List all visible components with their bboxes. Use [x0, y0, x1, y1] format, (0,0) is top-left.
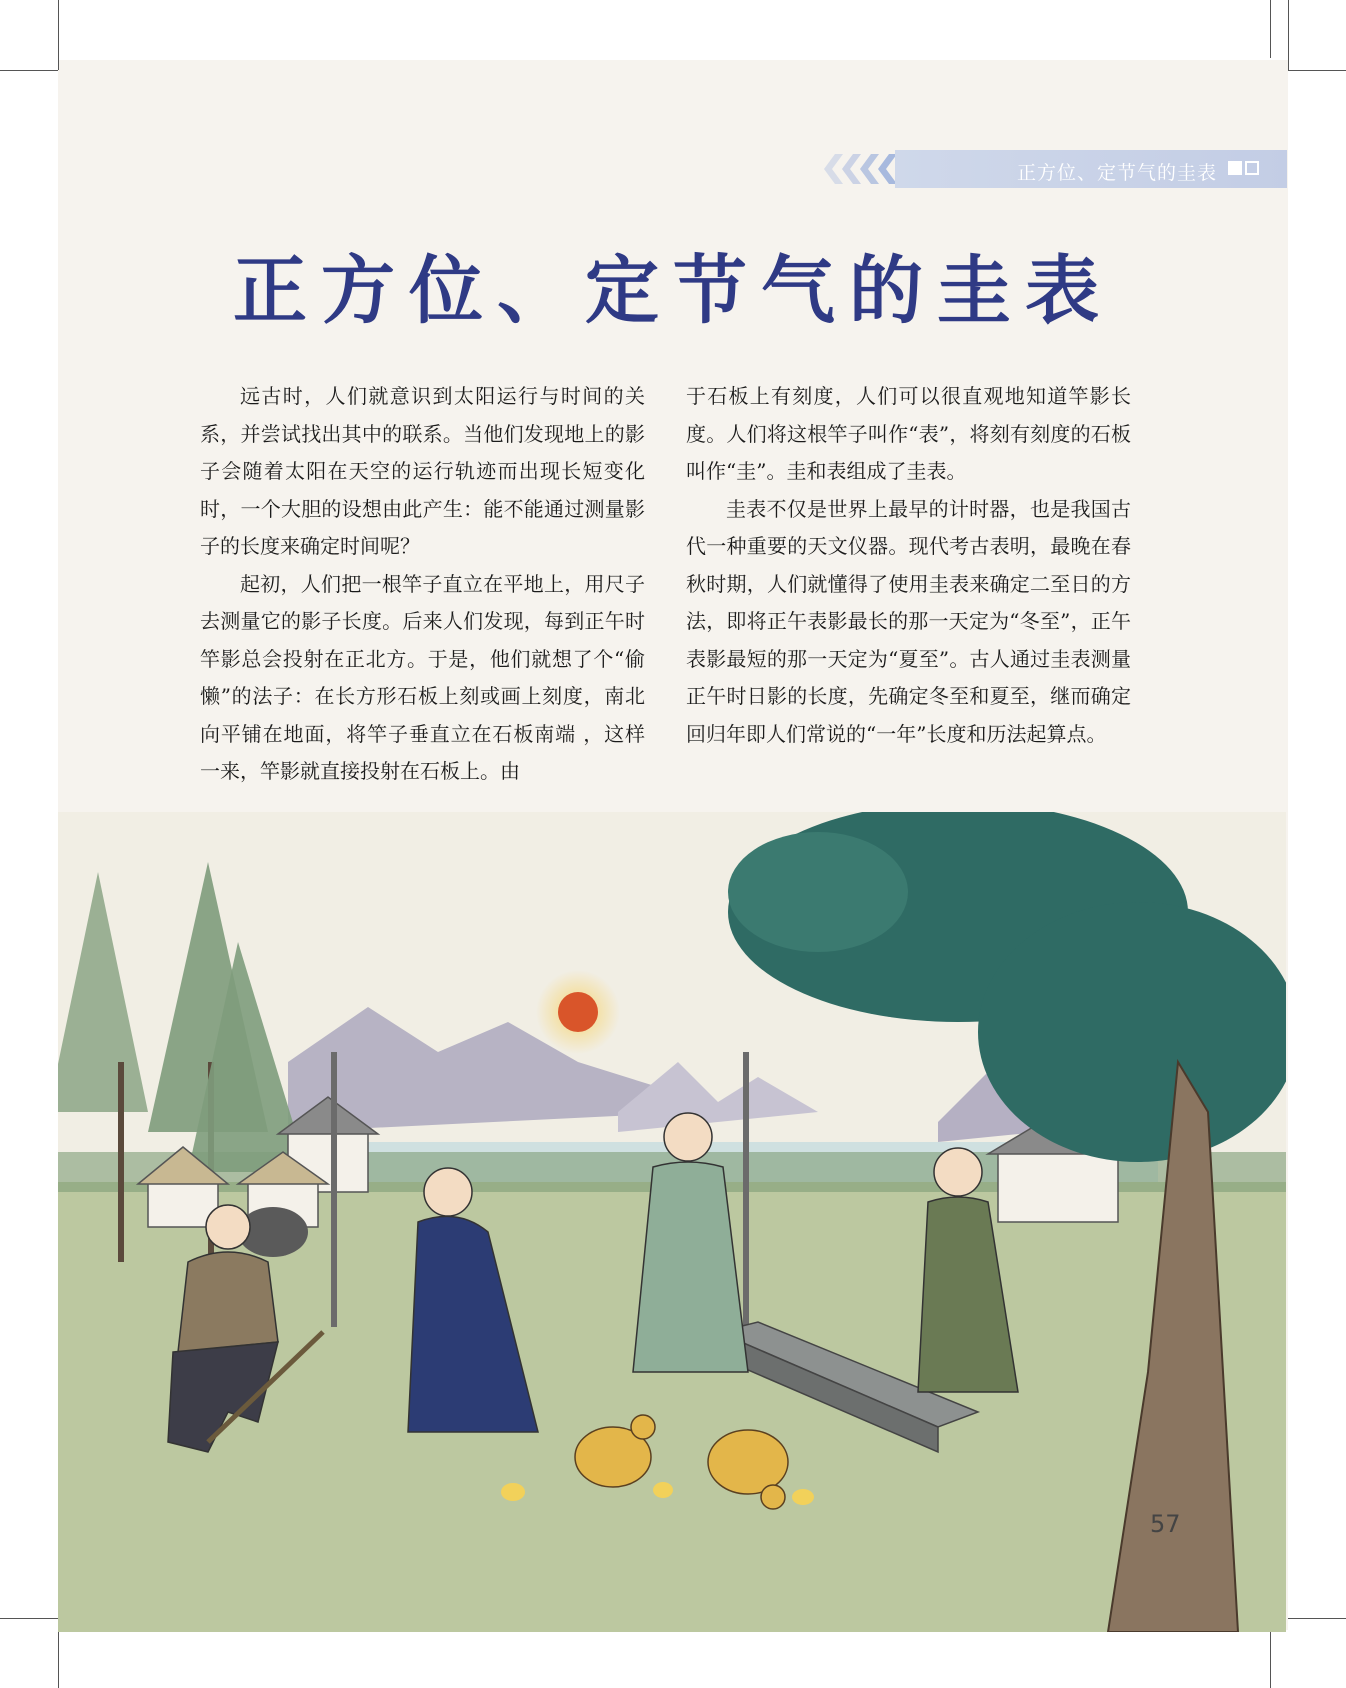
- filled-square-icon: [1228, 161, 1242, 175]
- page-number: 57: [1150, 1510, 1181, 1538]
- section-header-title: 正方位、定节气的圭表: [1016, 162, 1217, 184]
- header-square-icons: [1225, 161, 1259, 180]
- crop-mark: [0, 70, 58, 71]
- header-chevrons: [815, 150, 905, 188]
- crop-mark: [1270, 0, 1271, 58]
- page-title: 正方位、定节气的圭表: [233, 248, 1113, 334]
- section-header-band: [895, 150, 1287, 188]
- gnomon-pole-right: [743, 1052, 749, 1342]
- body-column-right: [686, 378, 1131, 753]
- crop-mark: [1288, 0, 1289, 70]
- gnomon-pole-left: [331, 1052, 337, 1327]
- paragraph: 于石板上有刻度，人们可以很直观地知道竿影长度。人们将这根竿子叫作“表”，将刻有刻度的石板叫作“圭”。圭和表组成了圭表。: [686, 384, 1131, 483]
- paragraph: 远古时，人们就意识到太阳运行与时间的关系，并尝试找出其中的联系。当他们发现地上的影子会随着太阳在天空的运行轨迹而出现长短变化时，一个大胆的设想由此产生：能不能通过测量影子的长度来确定时间呢？: [200, 384, 645, 558]
- crop-mark: [0, 1618, 58, 1619]
- paragraph: 起初，人们把一根竿子直立在平地上，用尺子去测量它的影子长度。后来人们发现，每到正午时竿影总会投射在正北方。于是，他们就想了个“偷懒”的法子：在长方形石板上刻或画上刻度，南北向平铺在地面，将竿子垂直立在石板南端 ，这样一来，竿影就直接投射在石板上。由: [200, 571, 645, 783]
- crop-mark: [1288, 70, 1346, 71]
- empty-square-icon: [1245, 161, 1259, 175]
- gnomon-illustration: [58, 812, 1286, 1632]
- crop-mark: [1270, 1632, 1271, 1688]
- crop-mark: [1288, 1618, 1346, 1619]
- crop-mark: [58, 0, 59, 70]
- paragraph: 圭表不仅是世界上最早的计时器，也是我国古代一种重要的天文仪器。现代考古表明，最晚在春秋时期，人们就懂得了使用圭表来确定二至日的方法，即将正午表影最长的那一天定为“冬至”，正午表影最短的那一天定为“夏至”。古人通过圭表测量正午时日影的长度，先确定冬至和夏至，继而确定回归年即人们常说的“一年”长度和历法起算点。: [686, 496, 1131, 746]
- sun: [558, 992, 598, 1032]
- body-column-left: [200, 378, 645, 791]
